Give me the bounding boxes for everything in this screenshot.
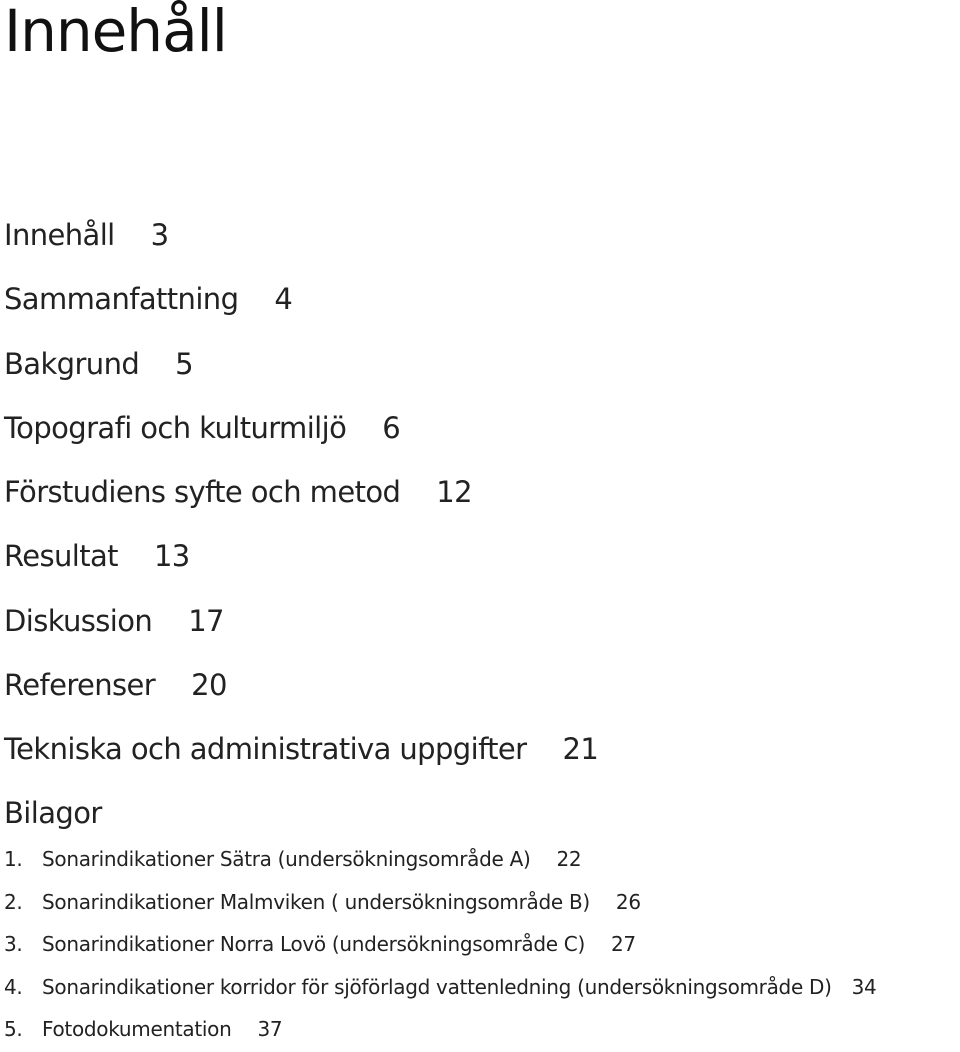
toc-entry-label: Tekniska och administrativa uppgifter (4, 732, 527, 767)
toc-entry-page: 17 (188, 603, 224, 638)
appendix-entry[interactable] (4, 882, 876, 925)
appendix-number: 5. (4, 1017, 23, 1041)
appendix-label: Fotodokumentation (42, 1017, 232, 1041)
toc-entry[interactable] (4, 529, 598, 593)
toc-entry-page: 20 (191, 668, 227, 703)
appendix-heading: Bilagor (4, 796, 102, 830)
toc-entry-label: Referenser (4, 668, 156, 703)
toc-entry[interactable] (4, 401, 598, 465)
toc-entry-page: 12 (436, 475, 472, 510)
appendix-label: Sonarindikationer Norra Lovö (undersökningsområde C) (42, 932, 585, 956)
appendix-number: 4. (4, 974, 23, 999)
appendix-entry[interactable] (4, 1009, 876, 1052)
toc-entry-label: Förstudiens syfte och metod (4, 475, 401, 510)
toc-entry-page: 13 (153, 539, 190, 574)
appendix-page: 22 (556, 847, 582, 871)
toc-entry-label: Diskussion (4, 603, 153, 638)
appendix-entry[interactable] (4, 839, 876, 882)
toc-entry-label: Sammanfattning (4, 282, 239, 317)
toc-entry[interactable] (4, 658, 598, 722)
appendix-page: 34 (851, 974, 877, 999)
appendix-entry[interactable] (4, 924, 876, 967)
toc-entry-label: Topografi och kulturmiljö (4, 410, 347, 445)
appendix-number: 2. (4, 889, 23, 914)
appendix-label: Sonarindikationer Sätra (undersökningsområde A) (42, 847, 531, 871)
appendix-entry[interactable] (4, 967, 876, 1010)
toc-entry[interactable] (4, 594, 598, 658)
page-title: Innehåll (4, 0, 227, 65)
toc-entry[interactable] (4, 465, 598, 529)
toc-entry[interactable] (4, 208, 598, 272)
toc-entry-label: Bakgrund (4, 346, 140, 381)
appendix-number: 1. (4, 847, 23, 871)
toc-entry-label: Innehåll (4, 218, 115, 252)
appendix-list (4, 839, 876, 1052)
appendix-label: Sonarindikationer korridor för sjöförlagd vattenledning (undersökningsområde D) (42, 974, 832, 999)
table-of-contents (4, 208, 598, 787)
toc-entry[interactable] (4, 722, 598, 786)
toc-entry-page: 4 (274, 282, 293, 317)
toc-entry-label: Resultat (4, 539, 118, 574)
toc-entry-page: 3 (150, 218, 169, 252)
appendix-number: 3. (4, 932, 23, 956)
appendix-page: 27 (610, 932, 636, 956)
toc-entry[interactable] (4, 337, 598, 401)
toc-entry-page: 6 (382, 410, 401, 445)
appendix-label: Sonarindikationer Malmviken ( undersökningsområde B) (42, 889, 590, 914)
toc-entry-page: 21 (562, 732, 599, 767)
appendix-page: 37 (257, 1017, 283, 1041)
appendix-page: 26 (615, 889, 641, 914)
toc-entry-page: 5 (175, 346, 194, 381)
toc-entry[interactable] (4, 272, 598, 336)
